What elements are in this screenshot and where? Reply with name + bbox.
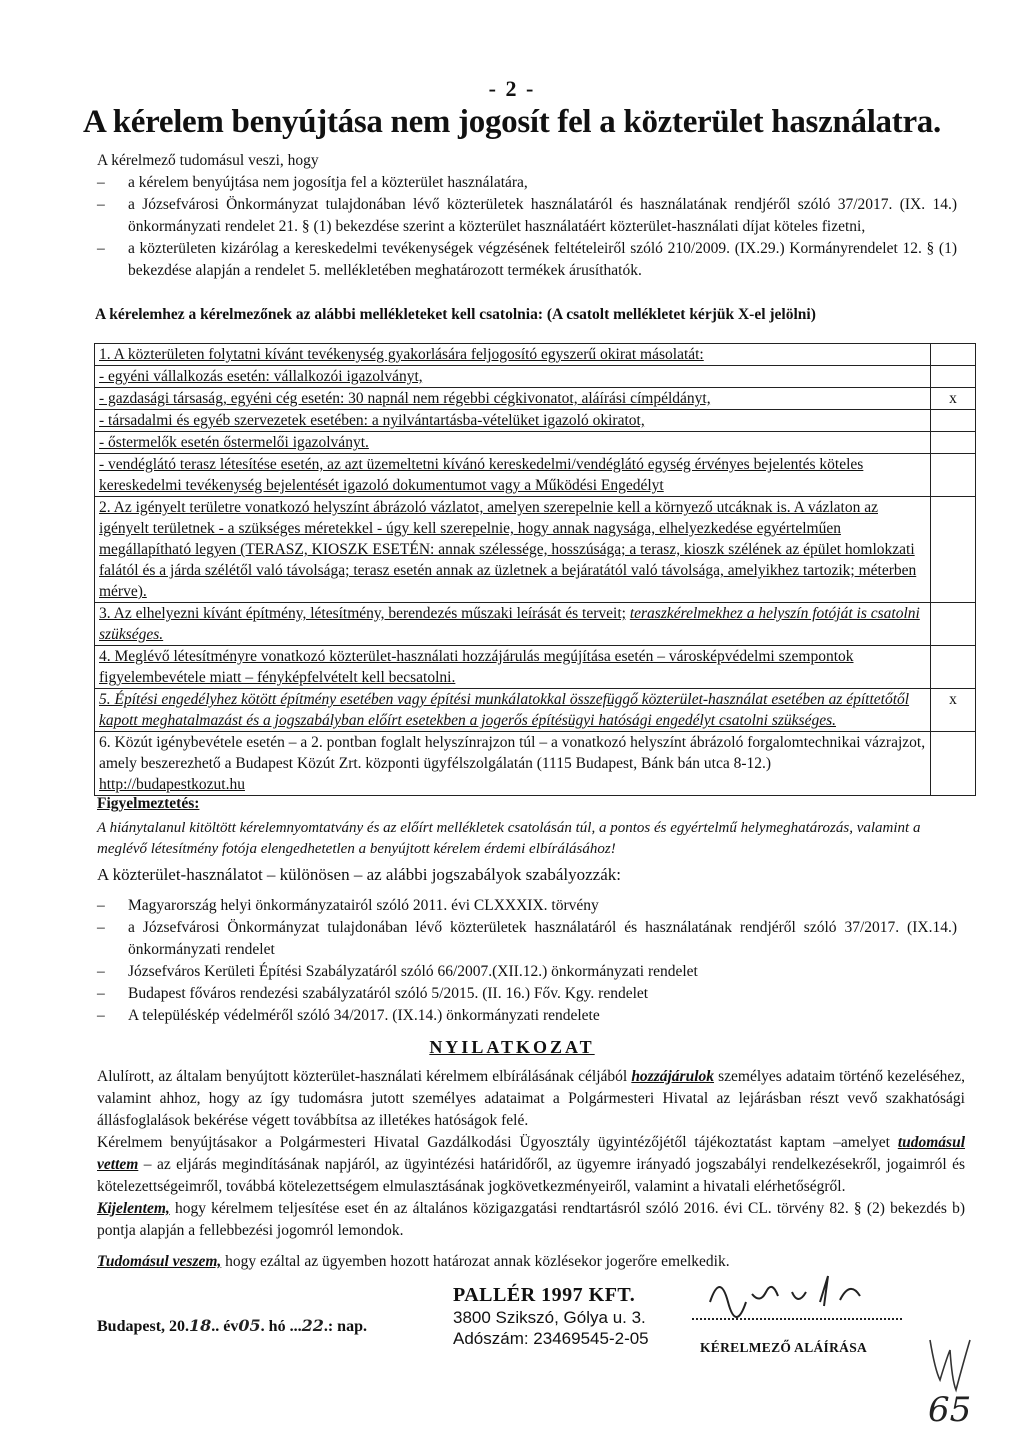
company-stamp	[453, 1284, 649, 1349]
attachment-text: 6. Közút igénybevétele esetén – a 2. pontban foglalt helyszínrajzon túl – a vonatkozó helyszínt ábrázoló forgalomtechnikai vázrajzot, amely beszerezhető a Budapest Közút Zrt. központi ügyfélszolgálatán (1115 Budapest, Bánk bán utca 8-12.) http://budapestkozut.hu	[95, 732, 931, 796]
page-title: A kérelem benyújtása nem jogosít fel a közterület használatra.	[83, 104, 941, 140]
attachment-mark[interactable]	[931, 454, 976, 497]
attachment-mark[interactable]	[931, 603, 976, 646]
list-item: – a közterületen kizárólag a kereskedelmi tevékenységek végzésének feltételeiről szóló 210/2009. (IX.29.) Kormányrendelet 12. § (1) bekezdése alapján a rendelet 5. mellékletében meghatározott termékek árusíthatók.	[97, 238, 957, 282]
declaration-heading: NYILATKOZAT	[429, 1037, 595, 1057]
budapest-kozut-link[interactable]: http://budapestkozut.hu	[99, 776, 245, 793]
table-row	[95, 689, 976, 732]
list-item: – a Józsefvárosi Önkormányzat tulajdonában lévő közterületek használatáról és használatának rendjéről szóló 37/2017. (IX.14.) önkormányzati rendelet	[97, 917, 957, 961]
intro-text: A kérelmező tudomásul veszi, hogy	[97, 152, 319, 169]
table-row	[95, 646, 976, 689]
table-row	[95, 732, 976, 796]
stamp-tax-number: Adószám: 23469545-2-05	[453, 1329, 649, 1348]
attachment-mark[interactable]: x	[931, 689, 976, 732]
attachment-text: - társadalmi és egyéb szervezetek esetében: a nyilvántartásba-vételüket igazoló okiratot,	[95, 410, 931, 432]
laws-heading: A közterület-használatot – különösen – az alábbi jogszabályok szabályozzák:	[97, 865, 621, 884]
intro-list	[97, 172, 957, 282]
stamp-address: 3800 Szikszó, Gólya u. 3.	[453, 1308, 646, 1327]
table-row	[95, 344, 976, 366]
attachment-text: - őstermelők esetén őstermelői igazolványt.	[95, 432, 931, 454]
attachment-text: - vendéglátó terasz létesítése esetén, az azt üzemeltetni kívánó kereskedelmi/vendéglátó egység érvényes bejelentés köteles kereskedelmi tevékenység bejelentését igazoló dokumentumot vagy a Működési Engedélyt	[95, 454, 931, 497]
declaration-paragraph-2: Kérelmem benyújtásakor a Polgármesteri Hivatal Gazdálkodási Ügyosztály ügyintézőjétől tájékoztatást kaptam –amelyet tudomásul vettem – az eljárás megindításának napjáról, az ügyintézési határidőről, az ügyemre irányadó jogszabályi rendelkezésekről, jogaimról és kötelezettségeimről, továbbá kötelezettségem elmulasztásának jogkövetkezményeiről, valamint a hivatali elérhetőségről.	[97, 1134, 966, 1195]
list-item: – Józsefváros Kerületi Építési Szabályzatáról szóló 66/2007.(XII.12.) önkormányzati rendelet	[97, 961, 957, 983]
warning-heading: Figyelmeztetés:	[97, 795, 200, 812]
date-line: Budapest, 20.18.. év05. hó ...22.: nap.	[97, 1316, 367, 1335]
attachments-table	[94, 343, 976, 796]
attachment-mark[interactable]	[931, 366, 976, 388]
list-item: – A településkép védelméről szóló 34/2017. (IX.14.) önkormányzati rendelete	[97, 1005, 957, 1027]
table-row	[95, 497, 976, 603]
declaration-paragraph-kijelentem-main-visible: Kijelentem, hogy kérelmem teljesítése eset én az általános közigazgatási rendtartásról szóló 2016. évi CL. törvény 82. § (2) bekezdés b) pontja alapján a fellebbezési jogomról lemondok.	[97, 1200, 965, 1239]
attachment-mark[interactable]	[931, 497, 976, 603]
signature-scribble	[700, 1272, 900, 1322]
attachment-mark[interactable]	[931, 344, 976, 366]
list-item: – Budapest főváros rendezési szabályzatáról szóló 5/2015. (II. 16.) Főv. Kgy. rendelet	[97, 983, 957, 1005]
attachment-mark[interactable]	[931, 732, 976, 796]
attachment-text: - gazdasági társaság, egyéni cég esetén: 30 napnál nem régebbi cégkivonatot, aláírási címpéldányt,	[95, 388, 931, 410]
attachment-mark[interactable]: x	[931, 388, 976, 410]
list-item: – a kérelem benyújtása nem jogosítja fel a közterület használatára,	[97, 172, 957, 194]
laws-list	[97, 895, 957, 1027]
attachment-mark[interactable]	[931, 432, 976, 454]
table-row	[95, 454, 976, 497]
handwritten-page-number: 65	[928, 1390, 972, 1430]
attachment-text: 1. A közterületen folytatni kívánt tevékenység gyakorlására feljogosító egyszerű okirat másolatát:	[95, 344, 931, 366]
warning-text: A hiánytalanul kitöltött kérelemnyomtatvány és az előírt mellékletek csatolásán túl, a pontos és egyértelmű helymeghatározás, valamint a meglévő létesítmény fotója elengedhetetlen a benyújtott kérelem érdemi elbírálásához!	[97, 820, 921, 857]
attachments-intro: A kérelemhez a kérelmezőnek az alábbi mellékleteket kell csatolnia: (A csatolt mellékletet kérjük X-el jelölni)	[95, 306, 816, 323]
attachment-text: - egyéni vállalkozás esetén: vállalkozói igazolványt,	[95, 366, 931, 388]
attachment-mark[interactable]	[931, 410, 976, 432]
table-row	[95, 366, 976, 388]
attachment-mark[interactable]	[931, 646, 976, 689]
table-row	[95, 432, 976, 454]
signature-label: KÉRELMEZŐ ALÁÍRÁSA	[700, 1340, 868, 1355]
table-row	[95, 603, 976, 646]
declaration-paragraph-1: Alulírott, az általam benyújtott közterület-használati kérelmem elbírálásának céljából hozzájárulok személyes adataim történő kezeléséhez, valamint ahhoz, hogy az így tudomásra jutott személyes adataimat a Polgármesteri Hivatal az lejárásban részt vevő szakhatósági állásfoglalások bekérése végett továbbítsa az illetékes hatóságok felé.	[97, 1068, 966, 1129]
attachment-text: 3. Az elhelyezni kívánt építmény, létesítmény, berendezés műszaki leírását és terveit; teraszkérelmekhez a helyszín fotóját is csatolni szükséges.	[95, 603, 931, 646]
list-item: – a Józsefvárosi Önkormányzat tulajdonában lévő közterületek használatáról és használatának rendjéről szóló 37/2017. (IX. 14.) önkormányzati rendelet 21. § (1) bekezdése szerint a közterület használatáért közterület-használati díjat köteles fizetni,	[97, 194, 957, 238]
attachment-text: 4. Meglévő létesítményre vonatkozó közterület-használati hozzájárulás megújítása esetén – városképvédelmi szempontok figyelembevétele miatt – fényképfelvételt kell becsatolni.	[95, 646, 931, 689]
page-number: - 2 -	[488, 76, 536, 101]
list-item: – Magyarország helyi önkormányzatairól szóló 2011. évi CLXXXIX. törvény	[97, 895, 957, 917]
table-row	[95, 410, 976, 432]
table-row	[95, 388, 976, 410]
stamp-company-name: PALLÉR 1997 KFT.	[453, 1284, 636, 1306]
attachment-text: 5. Építési engedélyhez kötött építmény esetében vagy építési munkálatokkal összefüggő közterület-használat esetében az építtetőtől kapott meghatalmazást és a jogszabályban előírt esetekben a jogerős építésügyi hatósági engedélyt csatolni szükséges.	[95, 689, 931, 732]
declaration-paragraph-tudomasul-main-visible: Tudomásul veszem, hogy ezáltal az ügyemben hozott határozat annak közlésekor jogerőre emelkedik.	[97, 1253, 730, 1270]
attachment-text: 2. Az igényelt területre vonatkozó helyszínt ábrázoló vázlatot, amelyen szerepelnie kell a környező utcáknak is. A vázlaton az igényelt területnek - a szükséges méretekkel - úgy kell szerepelnie, hogy annak nagysága, elhelyezkedése egyértelműen megállapítható legyen (TERASZ, KIOSZK ESETÉN: annak szélessége, hosszúsága; a terasz, kioszk szélének az épület homlokzati falától és a járda szélétől való távolsága; terasz esetén annak az üzletnek a bejáratától való távolsága, amelyikhez tartozik; méterben mérve).	[95, 497, 931, 603]
